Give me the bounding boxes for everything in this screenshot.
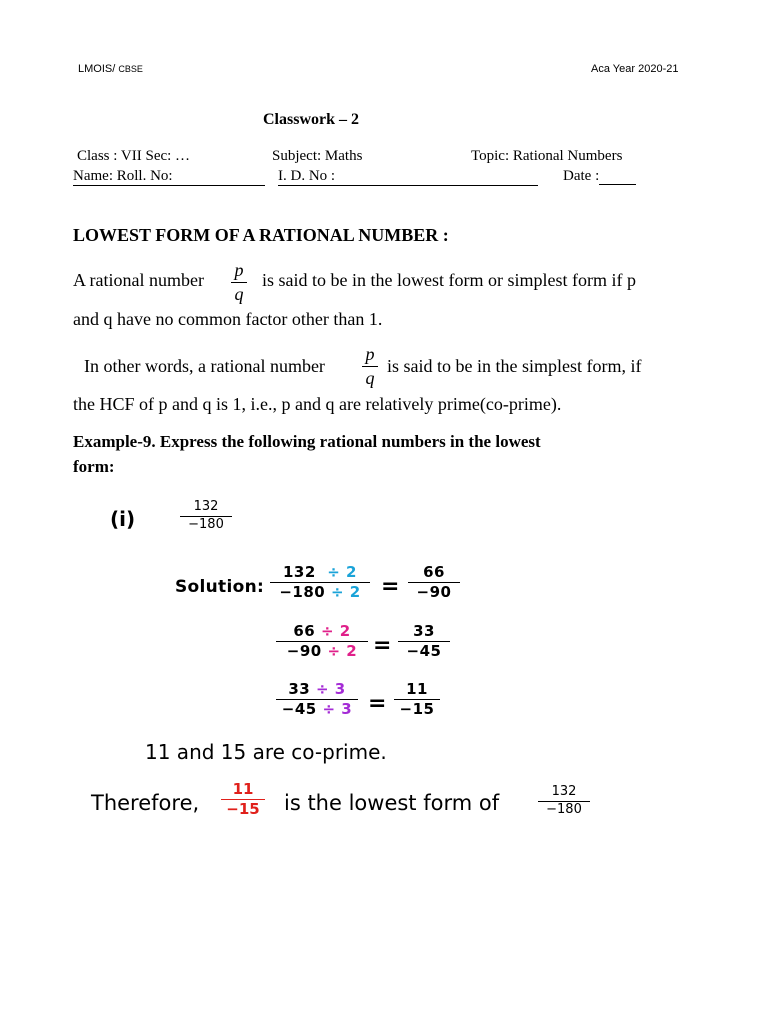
problem-label: (i)	[110, 507, 136, 531]
step1-right-fraction	[408, 564, 460, 602]
step3-num: 33	[288, 680, 311, 698]
name-roll-label: Name: Roll. No:	[73, 168, 173, 184]
name-roll-field	[73, 168, 265, 186]
topic-field: Topic: Rational Numbers	[471, 148, 623, 164]
solution-label: Solution:	[175, 577, 265, 597]
step2-res-den: −45	[406, 642, 442, 661]
example-line1: Example-9. Express the following rational numbers in the lowest	[73, 432, 541, 451]
date-field	[563, 168, 636, 185]
step1-equals: =	[381, 574, 400, 599]
para2-frac-num: p	[365, 344, 375, 364]
para1-part1: A rational number	[73, 270, 204, 290]
para2-part1: In other words, a rational number	[84, 356, 325, 376]
page-title: Classwork – 2	[263, 111, 360, 128]
para1-frac-den: q	[234, 283, 244, 304]
problem-den: −180	[188, 516, 224, 532]
para2-fraction	[362, 344, 378, 388]
step1-res-num: 66	[423, 563, 445, 581]
id-no-label: I. D. No :	[278, 168, 336, 184]
step1-den: −180	[279, 583, 326, 602]
school-board: CBSE	[118, 64, 143, 74]
step3-left-fraction	[276, 681, 358, 719]
step2-num-op: ÷ 2	[320, 622, 351, 640]
date-label: Date :	[563, 168, 600, 184]
step2-res-num: 33	[413, 622, 435, 640]
result-den: −15	[226, 800, 260, 819]
step3-den: −45	[281, 700, 317, 719]
original-num: 132	[551, 784, 577, 799]
para1-frac-num: p	[234, 260, 244, 280]
step1-left-fraction	[270, 564, 370, 602]
therefore-label: Therefore,	[91, 791, 200, 815]
class-sec-field: Class : VII Sec: …	[77, 148, 191, 164]
step3-right-fraction	[394, 681, 440, 719]
step2-num: 66	[293, 622, 316, 640]
para2-frac-den: q	[365, 367, 375, 388]
step3-den-op: ÷ 3	[322, 700, 353, 719]
id-no-field	[278, 168, 538, 186]
coprime-statement: 11 and 15 are co-prime.	[145, 740, 387, 764]
date-blank	[599, 170, 636, 185]
step3-res-num: 11	[406, 680, 428, 698]
result-fraction	[221, 781, 265, 819]
original-fraction	[538, 785, 590, 818]
fraction-bar	[362, 366, 378, 367]
step3-num-op: ÷ 3	[315, 680, 346, 698]
step2-den-op: ÷ 2	[327, 642, 358, 661]
step3-equals: =	[368, 691, 387, 716]
para1-fraction	[231, 260, 247, 304]
school-label	[78, 63, 143, 75]
step2-equals: =	[373, 633, 392, 658]
school-name: LMOIS/	[78, 63, 116, 75]
problem-num: 132	[193, 499, 219, 514]
subject-field: Subject: Maths	[272, 148, 363, 164]
fraction-bar	[231, 282, 247, 283]
step1-num: 132	[283, 563, 316, 581]
result-num: 11	[232, 780, 254, 798]
step1-den-op: ÷ 2	[330, 583, 361, 602]
step2-den: −90	[286, 642, 322, 661]
step1-num-op: ÷ 2	[327, 563, 357, 581]
para2-part2: is said to be in the simplest form, if	[387, 356, 642, 376]
step2-right-fraction	[398, 623, 450, 661]
example-line2: form:	[73, 457, 115, 476]
para1-part2: is said to be in the lowest form or simplest form if p	[262, 270, 636, 290]
step2-left-fraction	[276, 623, 368, 661]
section-heading: LOWEST FORM OF A RATIONAL NUMBER :	[73, 225, 449, 245]
step1-res-den: −90	[416, 583, 452, 602]
original-den: −180	[546, 801, 582, 817]
step3-res-den: −15	[399, 700, 435, 719]
lowest-form-text: is the lowest form of	[284, 791, 500, 815]
para2-line2: the HCF of p and q is 1, i.e., p and q are relatively prime(co-prime).	[73, 394, 562, 414]
para1-line2: and q have no common factor other than 1.	[73, 309, 383, 329]
problem-fraction	[180, 500, 232, 533]
academic-year: Aca Year 2020-21	[591, 63, 679, 75]
